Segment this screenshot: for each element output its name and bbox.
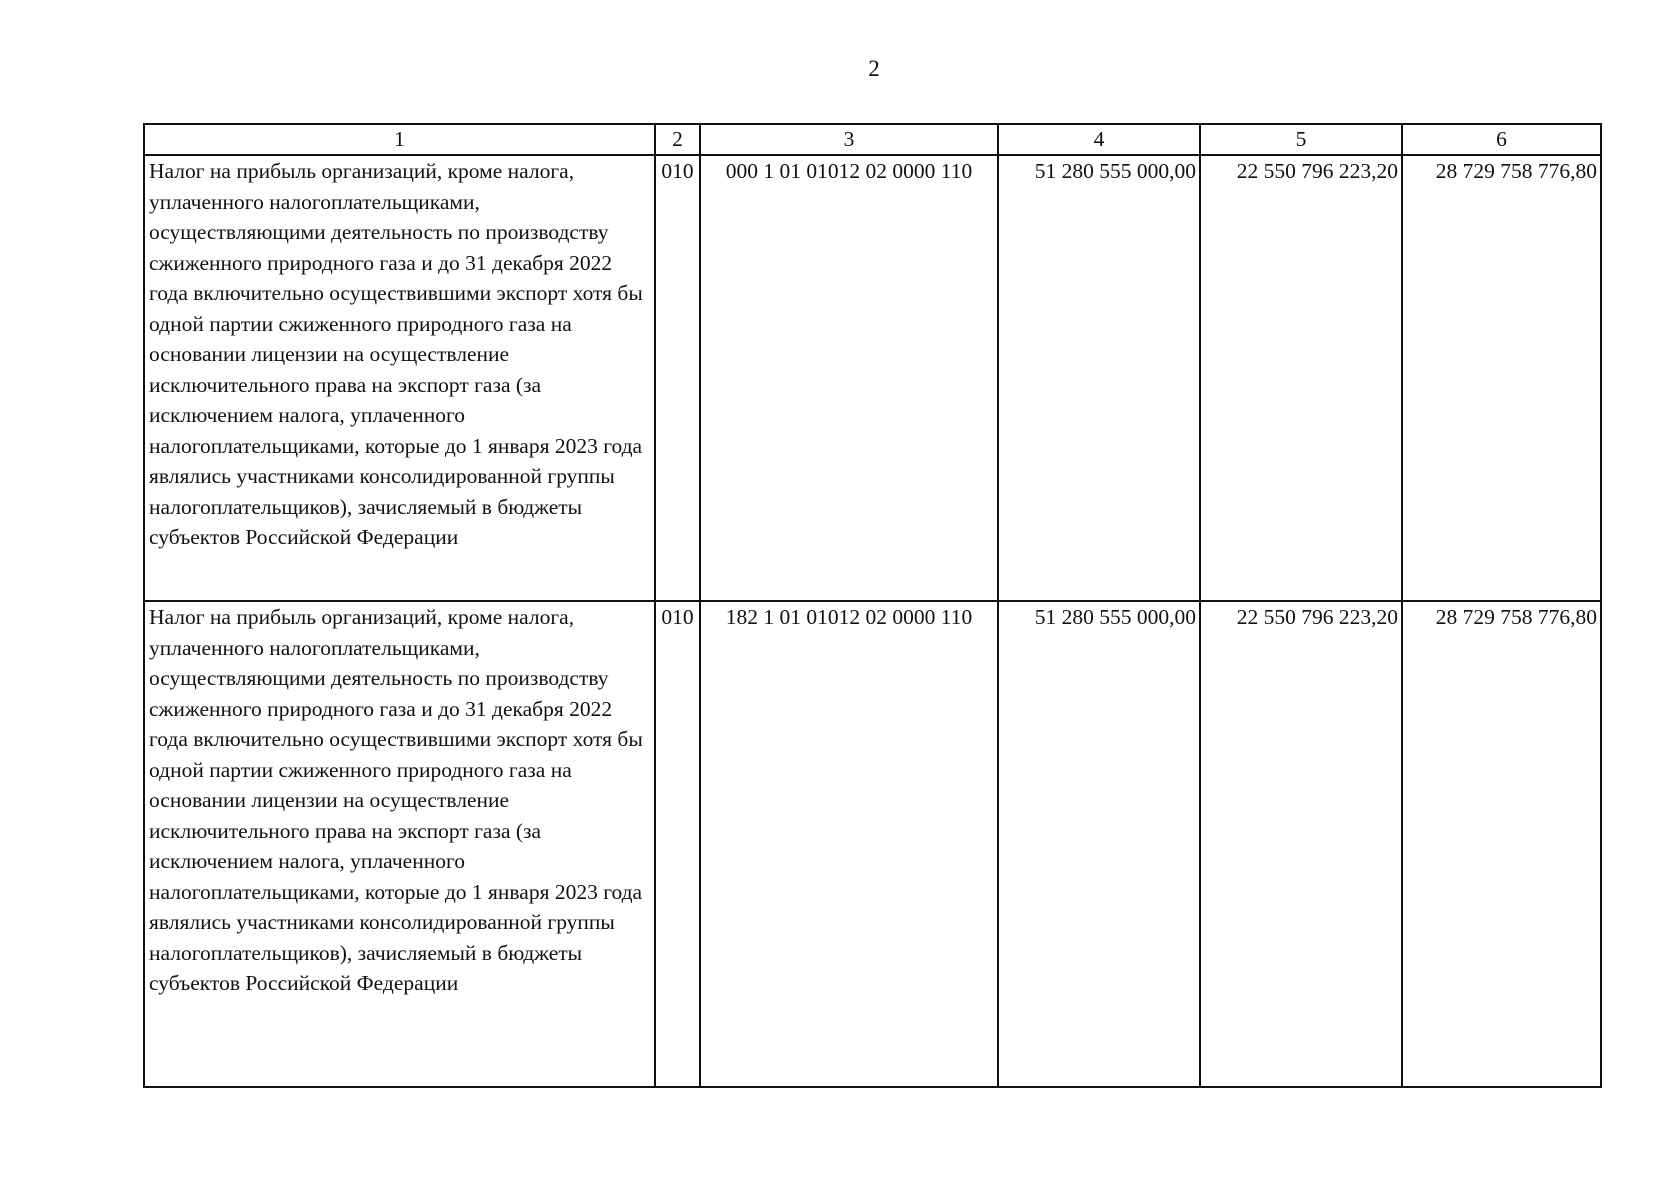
row-income-code: 000 1 01 01012 02 0000 110: [700, 155, 998, 601]
header-cell-3: 3: [700, 124, 998, 155]
row-col4-value: 51 280 555 000,00: [998, 155, 1200, 601]
revenue-table: [143, 123, 1602, 1088]
header-cell-5: 5: [1200, 124, 1402, 155]
row-line-code: 010: [655, 601, 700, 1087]
row-col5-value: 22 550 796 223,20: [1200, 155, 1402, 601]
table-row: [144, 601, 1601, 1087]
table-row: [144, 155, 1601, 601]
row-description: Налог на прибыль организаций, кроме налога, уплаченного налогоплательщиками, осуществляющими деятельность по производству сжиженного природного газа и до 31 декабря 2022 года включительно осуществившими экспорт хотя бы одной партии сжиженного природного газа на основании лицензии на осуществление исключительного права на экспорт газа (за исключением налога, уплаченного налогоплательщиками, которые до 1 января 2023 года являлись участниками консолидированной группы налогоплательщиков), зачисляемый в бюджеты субъектов Российской Федерации: [144, 155, 655, 601]
row-income-code: 182 1 01 01012 02 0000 110: [700, 601, 998, 1087]
row-col6-value: 28 729 758 776,80: [1402, 601, 1601, 1087]
header-cell-4: 4: [998, 124, 1200, 155]
row-col4-value: 51 280 555 000,00: [998, 601, 1200, 1087]
table-header-row: [144, 124, 1601, 155]
page-number: 2: [868, 56, 880, 81]
header-cell-6: 6: [1402, 124, 1601, 155]
row-col6-value: 28 729 758 776,80: [1402, 155, 1601, 601]
row-description: Налог на прибыль организаций, кроме налога, уплаченного налогоплательщиками, осуществляющими деятельность по производству сжиженного природного газа и до 31 декабря 2022 года включительно осуществившими экспорт хотя бы одной партии сжиженного природного газа на основании лицензии на осуществление исключительного права на экспорт газа (за исключением налога, уплаченного налогоплательщиками, которые до 1 января 2023 года являлись участниками консолидированной группы налогоплательщиков), зачисляемый в бюджеты субъектов Российской Федерации: [144, 601, 655, 1087]
row-col5-value: 22 550 796 223,20: [1200, 601, 1402, 1087]
header-cell-1: 1: [144, 124, 655, 155]
header-cell-2: 2: [655, 124, 700, 155]
row-line-code: 010: [655, 155, 700, 601]
